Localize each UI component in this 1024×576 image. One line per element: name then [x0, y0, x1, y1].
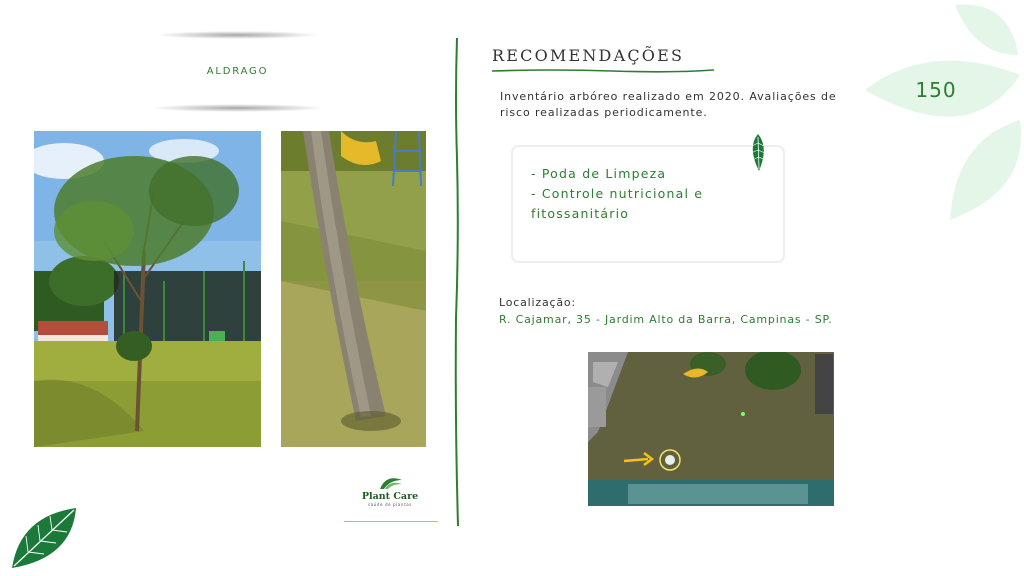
vertical-divider — [454, 38, 460, 526]
brand-name: Plant Care — [361, 491, 419, 502]
recommendation-item: - Poda de Limpeza — [531, 166, 667, 181]
decorative-leaves-top-right — [860, 0, 1024, 230]
tree-photo-trunk — [281, 131, 426, 447]
leaf-icon — [747, 133, 769, 173]
tree-number: 150 — [915, 78, 957, 102]
decorative-leaf-bottom-left — [0, 496, 90, 576]
title-underline — [492, 68, 714, 74]
logo-underline — [344, 521, 438, 522]
species-name: ALDRAGO — [206, 66, 269, 77]
aerial-map — [588, 352, 834, 506]
inventory-note: Inventário arbóreo realizado em 2020. Avaliações de risco realizadas periodicamente. — [500, 90, 837, 119]
plant-care-logo — [350, 474, 440, 526]
plant-care-logo-icon — [378, 476, 404, 490]
recommendations-title: RECOMENDAÇÕES — [492, 46, 685, 65]
recommendations-list — [513, 164, 763, 224]
species-top-shadow — [155, 31, 320, 39]
recommendations-box — [511, 145, 785, 263]
recommendation-item: - Controle nutricional e fitossanitário — [531, 186, 704, 221]
location-label: Localização: — [499, 296, 576, 309]
tree-photo-full — [34, 131, 261, 447]
location-address: R. Cajamar, 35 - Jardim Alto da Barra, Campinas - SP. — [499, 313, 833, 326]
species-bottom-shadow — [150, 104, 325, 112]
brand-tagline: saúde de plantas — [368, 502, 412, 507]
